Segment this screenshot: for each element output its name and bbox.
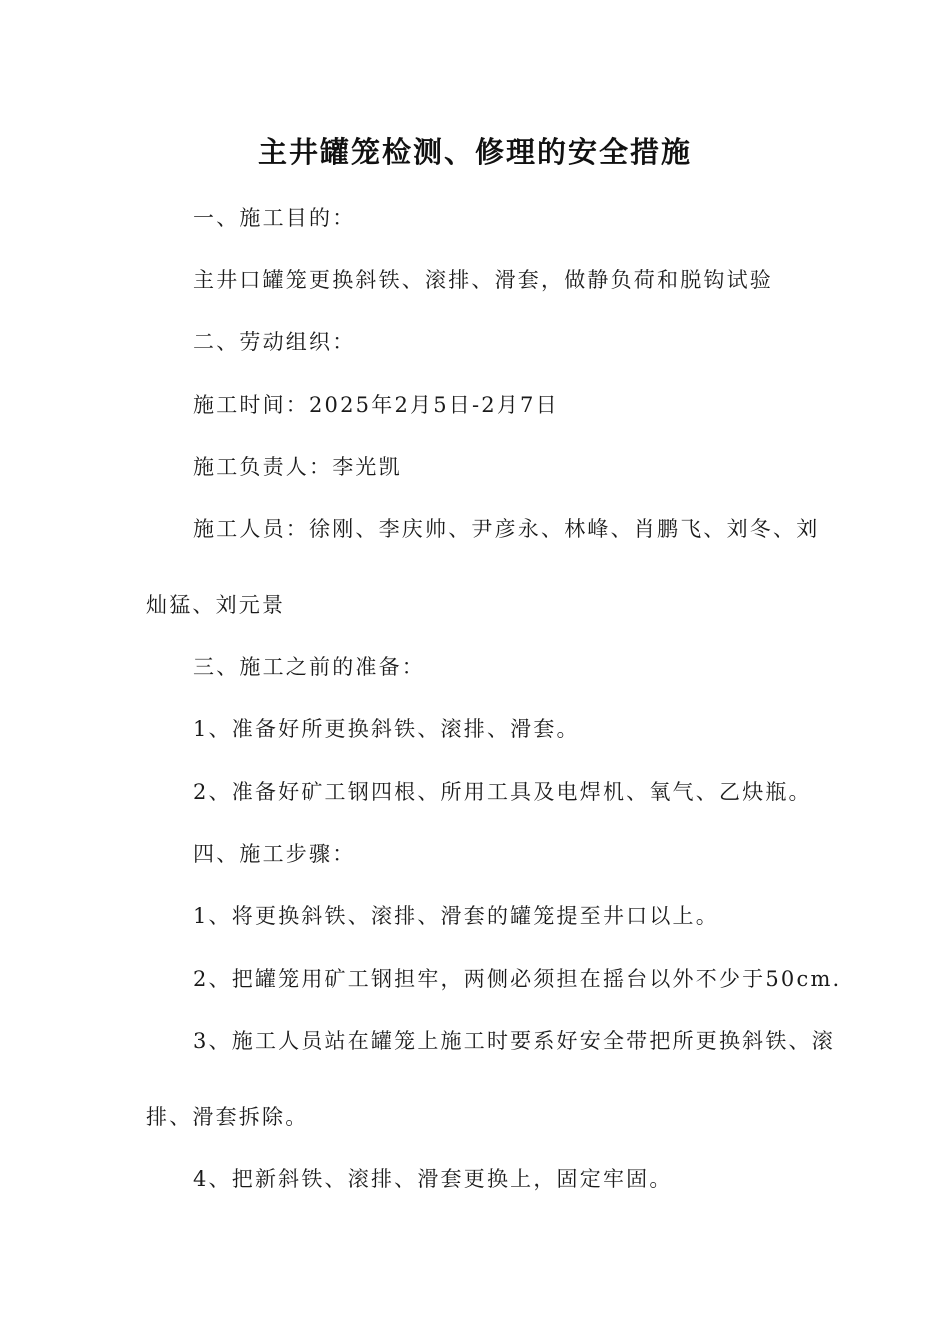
paragraph-personnel-continued: 灿猛、刘元景 [146, 593, 286, 617]
list-item-step-4: 4、把新斜铁、滚排、滑套更换上，固定牢固。 [193, 1167, 673, 1191]
paragraph-purpose: 主井口罐笼更换斜铁、滚排、滑套，做静负荷和脱钩试验 [193, 268, 773, 292]
section-heading-organization: 二、劳动组织： [193, 330, 356, 354]
section-heading-purpose: 一、施工目的： [193, 206, 356, 230]
section-heading-preparation: 三、施工之前的准备： [193, 655, 425, 679]
paragraph-construction-time: 施工时间：2025年2月5日-2月7日 [193, 393, 559, 417]
section-heading-steps: 四、施工步骤： [193, 842, 356, 866]
list-item-step-3-continued: 排、滑套拆除。 [146, 1105, 309, 1129]
paragraph-person-in-charge: 施工负责人：李光凯 [193, 455, 402, 479]
list-item-step-2: 2、把罐笼用矿工钢担牢，两侧必须担在摇台以外不少于50cm. [193, 967, 842, 991]
list-item-preparation-1: 1、准备好所更换斜铁、滚排、滑套。 [193, 717, 580, 741]
list-item-preparation-2: 2、准备好矿工钢四根、所用工具及电焊机、氧气、乙炔瓶。 [193, 780, 812, 804]
paragraph-personnel: 施工人员：徐刚、李庆帅、尹彦永、林峰、肖鹏飞、刘冬、刘 [193, 517, 820, 541]
document-title: 主井罐笼检测、修理的安全措施 [257, 135, 692, 169]
list-item-step-1: 1、将更换斜铁、滚排、滑套的罐笼提至井口以上。 [193, 904, 719, 928]
list-item-step-3: 3、施工人员站在罐笼上施工时要系好安全带把所更换斜铁、滚 [193, 1029, 835, 1053]
